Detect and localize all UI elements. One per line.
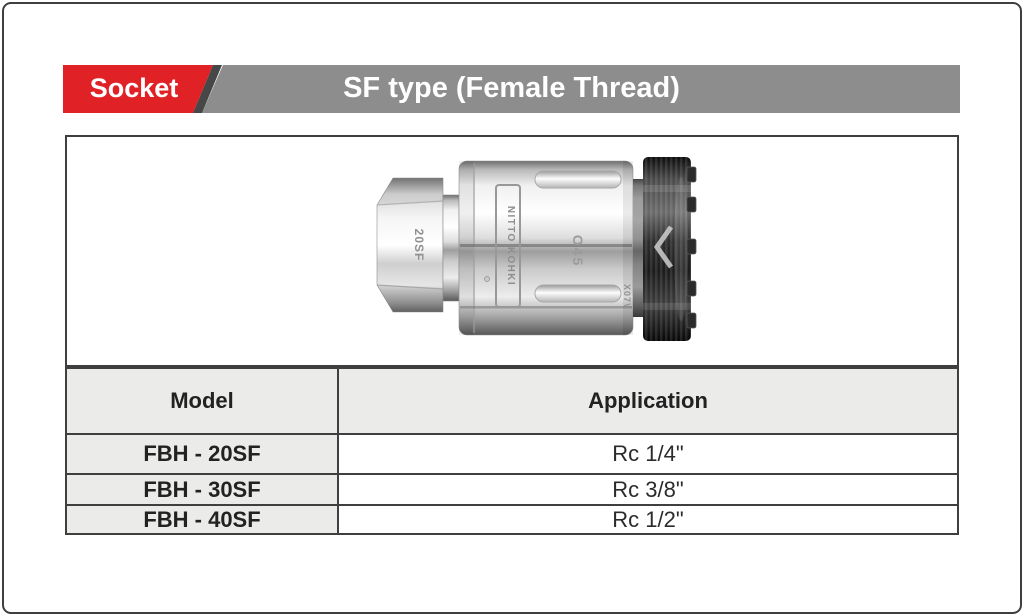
body-stamp-text: O45 — [570, 234, 586, 267]
application-cell: Rc 1/2" — [338, 505, 958, 534]
column-header-model: Model — [66, 368, 338, 434]
product-image-frame — [65, 135, 959, 367]
table-header-row — [66, 368, 958, 434]
model-cell: FBH - 30SF — [66, 474, 338, 505]
page-title: SF type (Female Thread) — [343, 72, 680, 104]
sleeve — [459, 161, 633, 335]
application-cell: Rc 1/4" — [338, 434, 958, 474]
section-header — [63, 65, 960, 113]
nut-stamp-text: 20SF — [412, 228, 426, 261]
application-cell: Rc 3/8" — [338, 474, 958, 505]
socket-coupling-illustration — [375, 155, 705, 343]
table-row — [66, 434, 958, 474]
side-stamp-text: X07V — [622, 283, 632, 310]
collar — [443, 195, 459, 301]
spec-table — [65, 367, 959, 535]
table-row — [66, 505, 958, 534]
product-photo — [375, 155, 705, 348]
brand-stamp-text: NITTO KOHKI — [505, 205, 516, 286]
model-cell: FBH - 20SF — [66, 434, 338, 474]
model-cell: FBH - 40SF — [66, 505, 338, 534]
lock-ring — [643, 157, 696, 341]
category-label: Socket — [89, 73, 179, 103]
column-header-application: Application — [338, 368, 958, 434]
hex-nut — [377, 178, 443, 312]
table-row — [66, 474, 958, 505]
